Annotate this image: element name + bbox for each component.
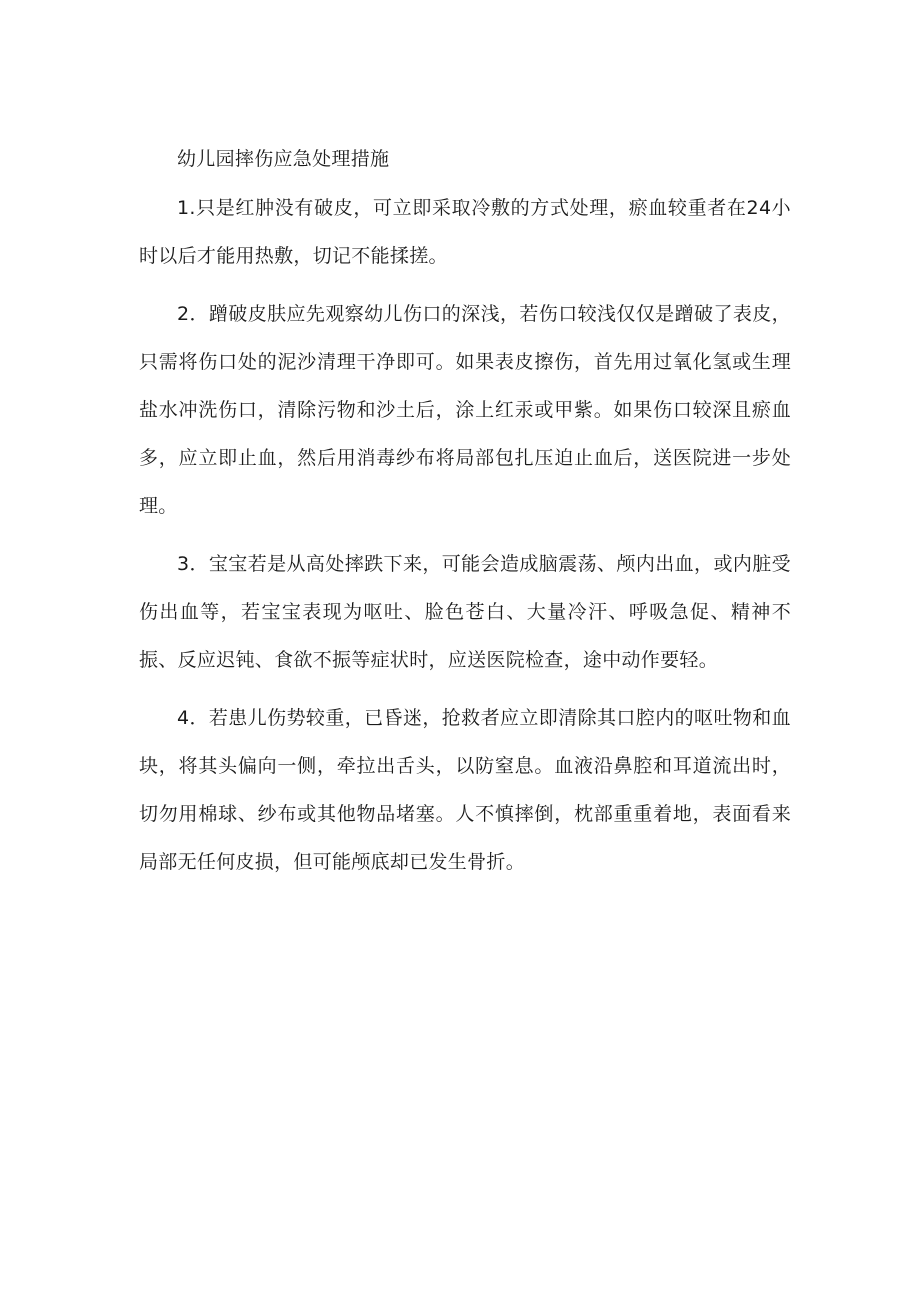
document-title: 幼儿园摔伤应急处理措施 <box>177 148 390 170</box>
paragraph-3: 3．宝宝若是从高处摔跌下来，可能会造成脑震荡、颅内出血，或内脏受伤出血等，若宝宝表现为呕吐、脸色苍白、大量冷汗、呼吸急促、精神不振、反应迟钝、食欲不振等症状时，应送医院检查，途中动作要轻。 <box>139 553 791 671</box>
paragraph-4: 4．若患儿伤势较重，已昏迷，抢救者应立即清除其口腔内的呕吐物和血块，将其头偏向一侧，牵拉出舌头，以防窒息。血液沿鼻腔和耳道流出时，切勿用棉球、纱布或其他物品堵塞。人不慎摔倒，枕部重重着地，表面看来局部无任何皮损，但可能颅底却已发生骨折。 <box>139 707 791 873</box>
paragraph-1: 1.只是红肿没有破皮，可立即采取冷敷的方式处理，瘀血较重者在24小时以后才能用热敷，切记不能揉搓。 <box>139 197 791 267</box>
paragraph-2: 2．蹭破皮肤应先观察幼儿伤口的深浅，若伤口较浅仅仅是蹭破了表皮，只需将伤口处的泥沙清理干净即可。如果表皮擦伤，首先用过氧化氢或生理盐水冲洗伤口，清除污物和沙土后，涂上红汞或甲紫。如果伤口较深且瘀血多，应立即止血，然后用消毒纱布将局部包扎压迫止血后，送医院进一步处理。 <box>139 303 791 517</box>
document-body <box>139 140 791 896</box>
